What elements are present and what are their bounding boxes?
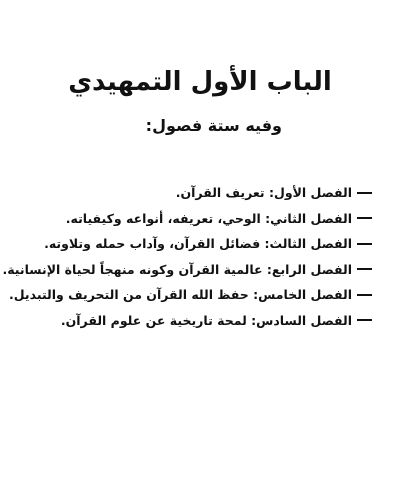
dash-bullet xyxy=(357,268,372,270)
section-item-1 xyxy=(27,180,372,206)
section-item-6 xyxy=(27,308,372,334)
section-item-3 xyxy=(27,231,372,257)
section-item-4 xyxy=(2,257,372,283)
section-text: الفصل الأول: تعريف القرآن. xyxy=(175,185,352,201)
dash-bullet xyxy=(357,217,372,219)
dash-bullet xyxy=(357,243,372,245)
section-text: الفصل الثالث: فضائل القرآن، وآداب حمله وتلاوته. xyxy=(44,236,352,252)
section-text: الفصل الثاني: الوحي، تعريفه، أنواعه وكيفياته. xyxy=(65,210,352,226)
dash-bullet xyxy=(357,294,372,296)
section-list xyxy=(2,180,372,333)
section-text: الفصل السادس: لمحة تاريخية عن علوم القرآن. xyxy=(60,312,352,328)
section-text: الفصل الرابع: عالمية القرآن وكونه منهجاً لحياة الإنسانية. xyxy=(2,261,352,277)
chapter-title: الباب الأول التمهيدي xyxy=(68,67,332,97)
dash-bullet xyxy=(357,192,372,194)
chapter-subtitle: وفيه ستة فصول: xyxy=(145,116,282,135)
section-text: الفصل الخامس: حفظ الله القرآن من التحريف والتبديل. xyxy=(9,287,352,303)
dash-bullet xyxy=(357,319,372,321)
section-item-5 xyxy=(9,282,372,308)
section-item-2 xyxy=(27,206,372,232)
